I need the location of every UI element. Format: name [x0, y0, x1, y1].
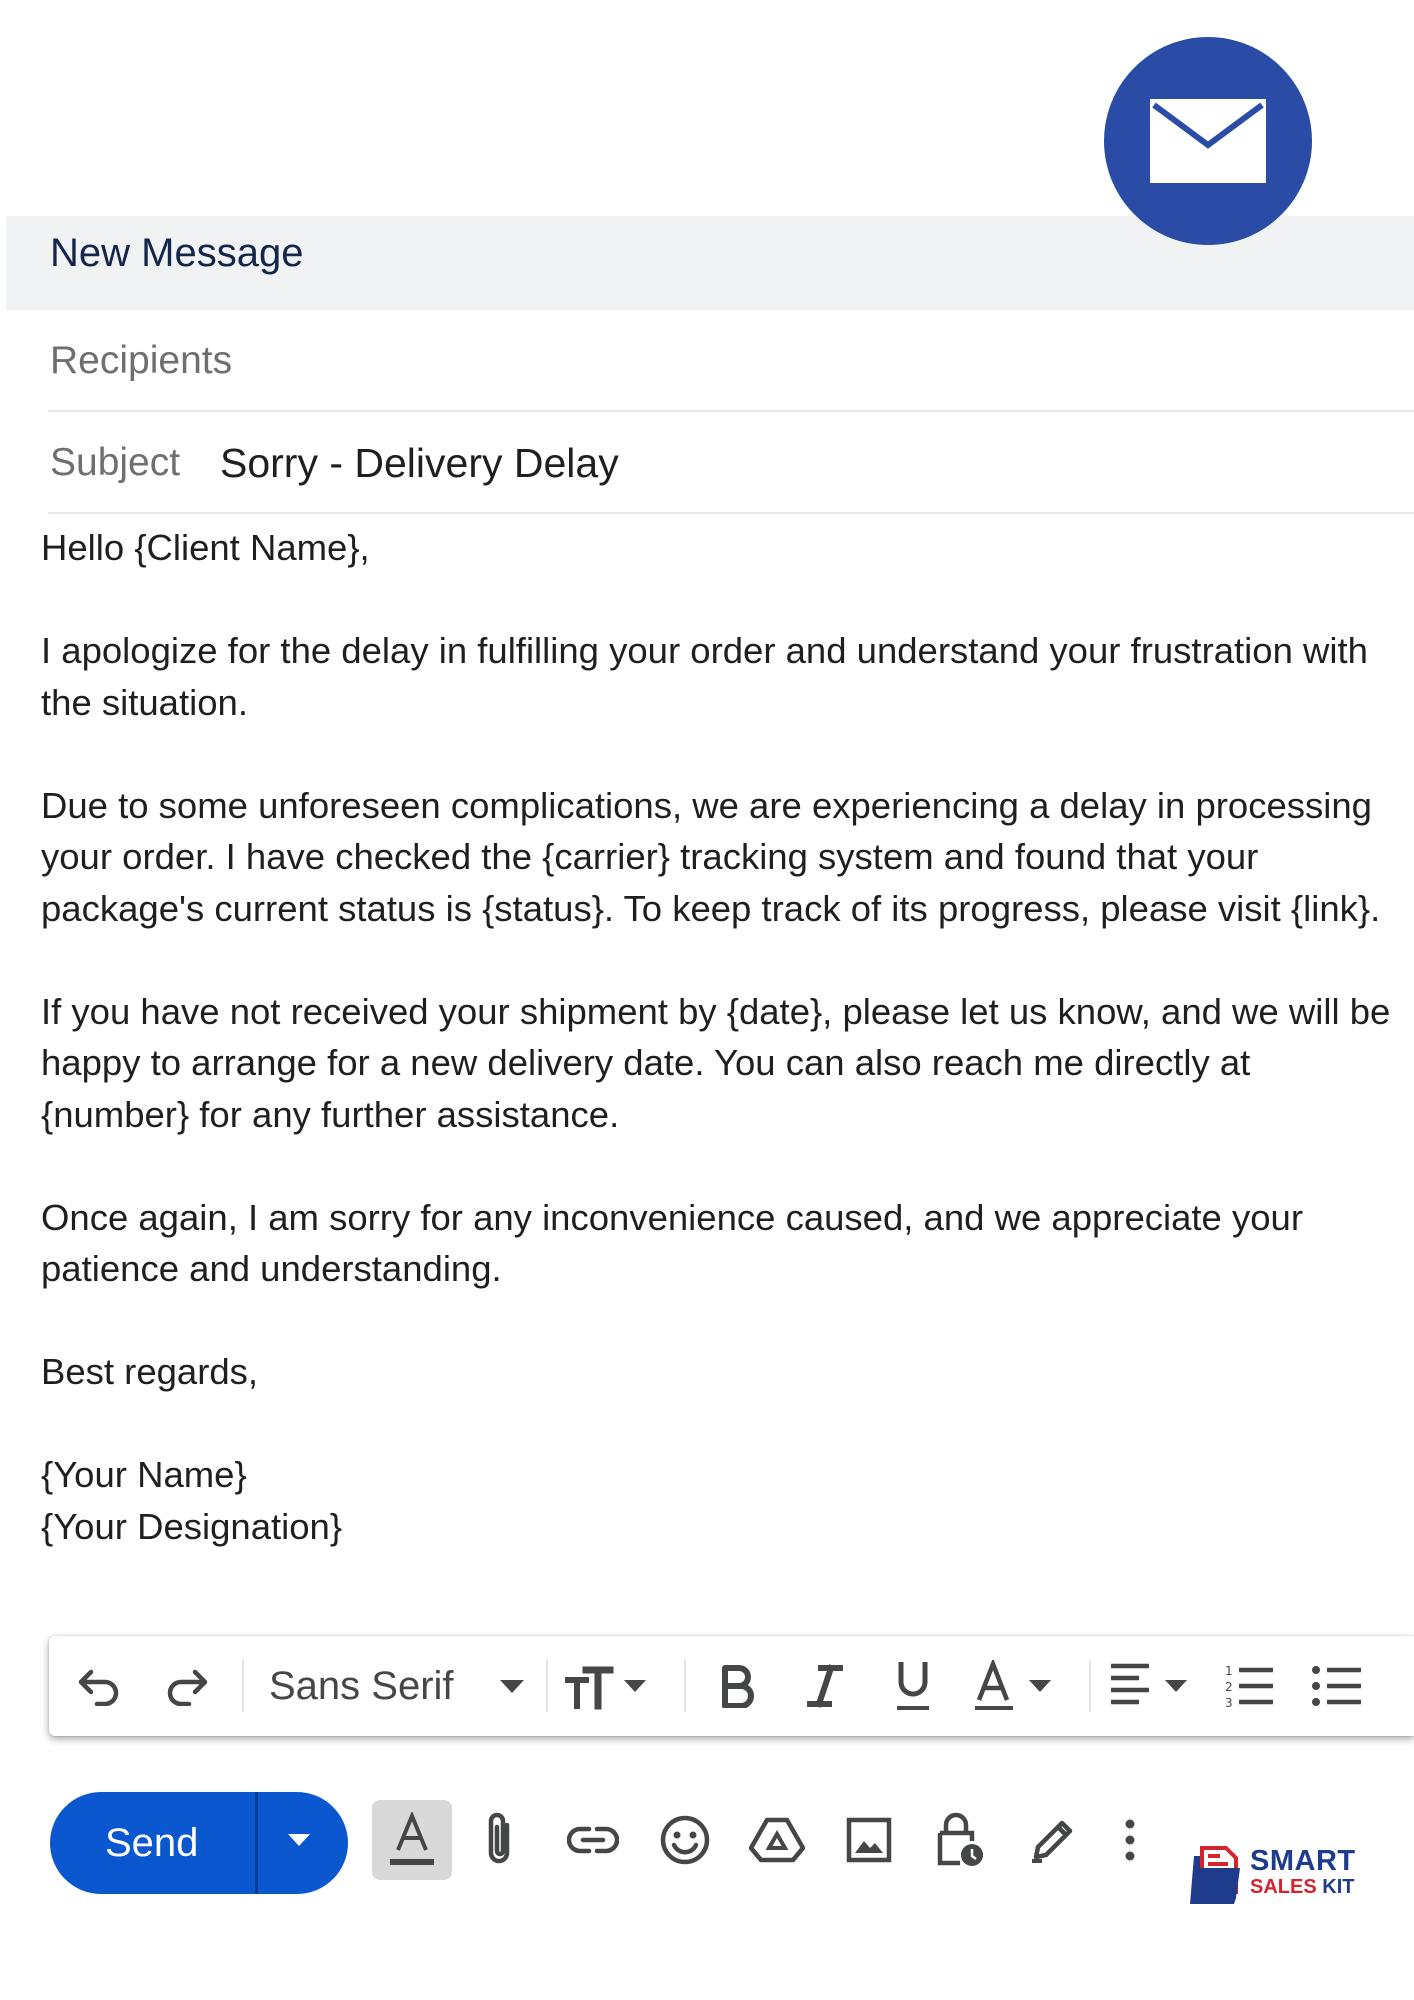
send-label: Send: [105, 1821, 199, 1865]
logo-text-kit: KIT: [1316, 1876, 1355, 1898]
font-dropdown-icon[interactable]: [497, 1672, 527, 1702]
recipients-field[interactable]: [48, 310, 1414, 412]
logo-text-sales-kit: [1250, 1876, 1354, 1898]
send-divider: [255, 1792, 258, 1894]
confidential-mode-icon[interactable]: [921, 1800, 1001, 1880]
compose-title: New Message: [50, 231, 304, 275]
signature-name: {Your Name}: [41, 1454, 247, 1495]
link-icon[interactable]: [553, 1800, 633, 1880]
paragraph-4: Once again, I am sorry for any inconvenience caused, and we appreciate your patience and understanding.: [41, 1196, 1303, 1289]
align-icon[interactable]: [1109, 1656, 1199, 1716]
paragraph-1: I apologize for the delay in fulfilling your order and understand your frustration with the situation.: [41, 630, 1368, 723]
italic-icon[interactable]: [797, 1658, 853, 1714]
bulleted-list-icon[interactable]: [1305, 1656, 1369, 1716]
paragraph-2: Due to some unforeseen complications, we are experiencing a delay in processing your order. I have checked the {carrier} tracking system and found that your package's current status is {status}. To keep track of its progress, please visit {link}.: [41, 784, 1381, 929]
redo-icon[interactable]: [159, 1658, 215, 1714]
attach-icon[interactable]: [460, 1800, 540, 1880]
formatting-toolbar: [49, 1636, 1414, 1736]
text-color-icon[interactable]: [973, 1656, 1063, 1716]
subject-label: Subject: [50, 441, 181, 484]
logo-mark-icon: [1186, 1846, 1244, 1904]
undo-icon[interactable]: [71, 1658, 127, 1714]
text-size-icon[interactable]: [564, 1662, 654, 1712]
svg-text:3: 3: [1225, 1696, 1233, 1710]
numbered-list-icon[interactable]: [1217, 1656, 1281, 1716]
svg-text:1: 1: [1225, 1664, 1233, 1678]
underline-icon[interactable]: [885, 1656, 941, 1716]
subject-input[interactable]: Sorry - Delivery Delay: [220, 440, 619, 486]
smart-sales-kit-logo: [1186, 1846, 1366, 1906]
emoji-icon[interactable]: [645, 1800, 725, 1880]
mail-badge: [1104, 37, 1312, 245]
drive-icon[interactable]: [737, 1800, 817, 1880]
formatting-options-icon[interactable]: [372, 1800, 452, 1880]
subject-field[interactable]: [48, 412, 1414, 514]
envelope-icon: [1150, 99, 1266, 183]
paragraph-3: If you have not received your shipment by {date}, please let us know, and we will be happy to arrange for a new delivery date. You can also reach me directly at {number} for any further assistance.: [41, 990, 1391, 1135]
closing: Best regards,: [41, 1351, 259, 1392]
signature-designation: {Your Designation}: [41, 1505, 343, 1547]
logo-text-sales: SALES: [1250, 1876, 1317, 1898]
svg-text:2: 2: [1225, 1680, 1233, 1694]
bold-icon[interactable]: [709, 1658, 765, 1714]
greeting: Hello {Client Name},: [41, 527, 370, 568]
photo-icon[interactable]: [829, 1800, 909, 1880]
message-body[interactable]: [41, 522, 1406, 1552]
send-options-icon[interactable]: [286, 1826, 312, 1852]
recipients-placeholder: Recipients: [50, 339, 233, 382]
send-button[interactable]: [50, 1792, 348, 1894]
signature-icon[interactable]: [1013, 1800, 1093, 1880]
font-family-select[interactable]: Sans Serif: [269, 1664, 454, 1708]
more-options-icon[interactable]: [1100, 1800, 1160, 1880]
logo-text-smart: SMART: [1250, 1845, 1356, 1877]
